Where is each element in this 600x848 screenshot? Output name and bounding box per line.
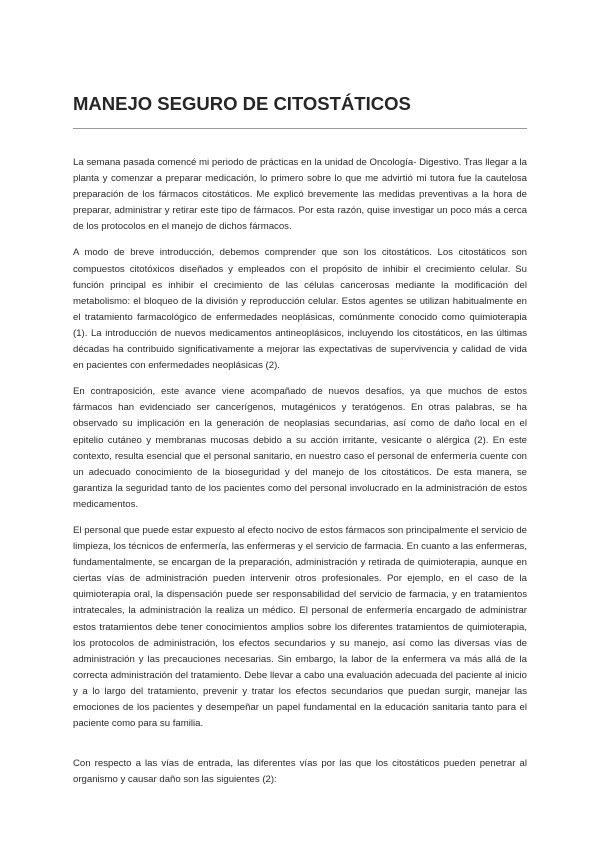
paragraph-personnel: El personal que puede estar expuesto al efecto nocivo de estos fármacos son principalmente el servicio de limpieza, los técnicos de enfermería, las enfermeras y el servicio de farmacia. En cuanto a las enfermeras, fundamentalmente, se encargan de la preparación, administración y retirada de quimioterapia, aunque en ciertas vías de administración pueden intervenir otros profesionales. Por ejemplo, en el caso de la quimioterapia oral, la dispensación puede ser responsabilidad del servicio de farmacia, y en tratamientos intratecales, la administración la realiza un médico. El personal de enfermería encargado de administrar estos tratamientos debe tener conocimientos amplios sobre los diferentes tratamientos de quimioterapia, los protocolos de administración, los efectos secundarios y su manejo, así como las diversas vías de administración y las precauciones necesarias. Sin embargo, la labor de la enfermera va más allá de la correcta administración del tratamiento. Debe llevar a cabo una evaluación adecuada del paciente al inicio y a lo largo del tratamiento, prevenir y tratar los efectos secundarios que puedan surgir, manejar las emociones de los pacientes y desempeñar un papel fundamental en la educación sanitaria tanto para el paciente como para su familia. [73,524,527,730]
title-divider [73,128,527,129]
page-title: MANEJO SEGURO DE CITOSTÁTICOS [73,93,411,114]
paragraph-risks: En contraposición, este avance viene acompañado de nuevos desafíos, ya que muchos de estos fármacos han evidenciado ser cancerígenos, mutagénicos y teratógenos. En otras palabras, se ha observado su implicación en la generación de neoplasias secundarias, así como de daño local en el epitelio cutáneo y membranas mucosas debido a su acción irritante, vesicante o alérgica (2). En este contexto, resulta esencial que el personal sanitario, en nuestro caso el personal de enfermería cuente con un adecuado conocimiento de la bioseguridad y del manejo de los citostáticos. De esta manera, se garantiza la seguridad tanto de los pacientes como del personal involucrado en la administración de estos medicamentos. [73,386,527,510]
paragraph-entry-routes: Con respecto a las vías de entrada, las diferentes vías por las que los citostáticos pueden penetrar al organismo y causar daño son las siguientes (2): [73,758,527,786]
paragraph-intro: La semana pasada comencé mi periodo de prácticas en la unidad de Oncología- Digestivo. Tras llegar a la planta y comenzar a preparar medicación, lo primero sobre lo que me advirtió mi tutora fue la cautelosa preparación de los fármacos citostáticos. Me explicó brevemente las medidas preventivas a la hora de preparar, administrar y retirar este tipo de fármacos. Por esta razón, quise investigar un poco más a cerca de los protocolos en el manejo de dichos fármacos. [73,157,527,233]
document-body [73,155,527,798]
paragraph-definition: A modo de breve introducción, debemos comprender que son los citostáticos. Los citostáticos son compuestos citotóxicos diseñados y empleados con el propósito de inhibir el crecimiento celular. Su función principal es inhibir el crecimiento de las células cancerosas mediante la modificación del metabolismo: el bloqueo de la división y reproducción celular. Estos agentes se utilizan habitualmente en el tratamiento farmacológico de enfermedades neoplásicas, comúnmente conocido como quimioterapia (1). La introducción de nuevos medicamentos antineoplásicos, incluyendo los citostáticos, en las últimas décadas ha contribuido significativamente a mejorar las expectativas de supervivencia y calidad de vida en pacientes con enfermedades neoplásicas (2). [73,247,527,372]
